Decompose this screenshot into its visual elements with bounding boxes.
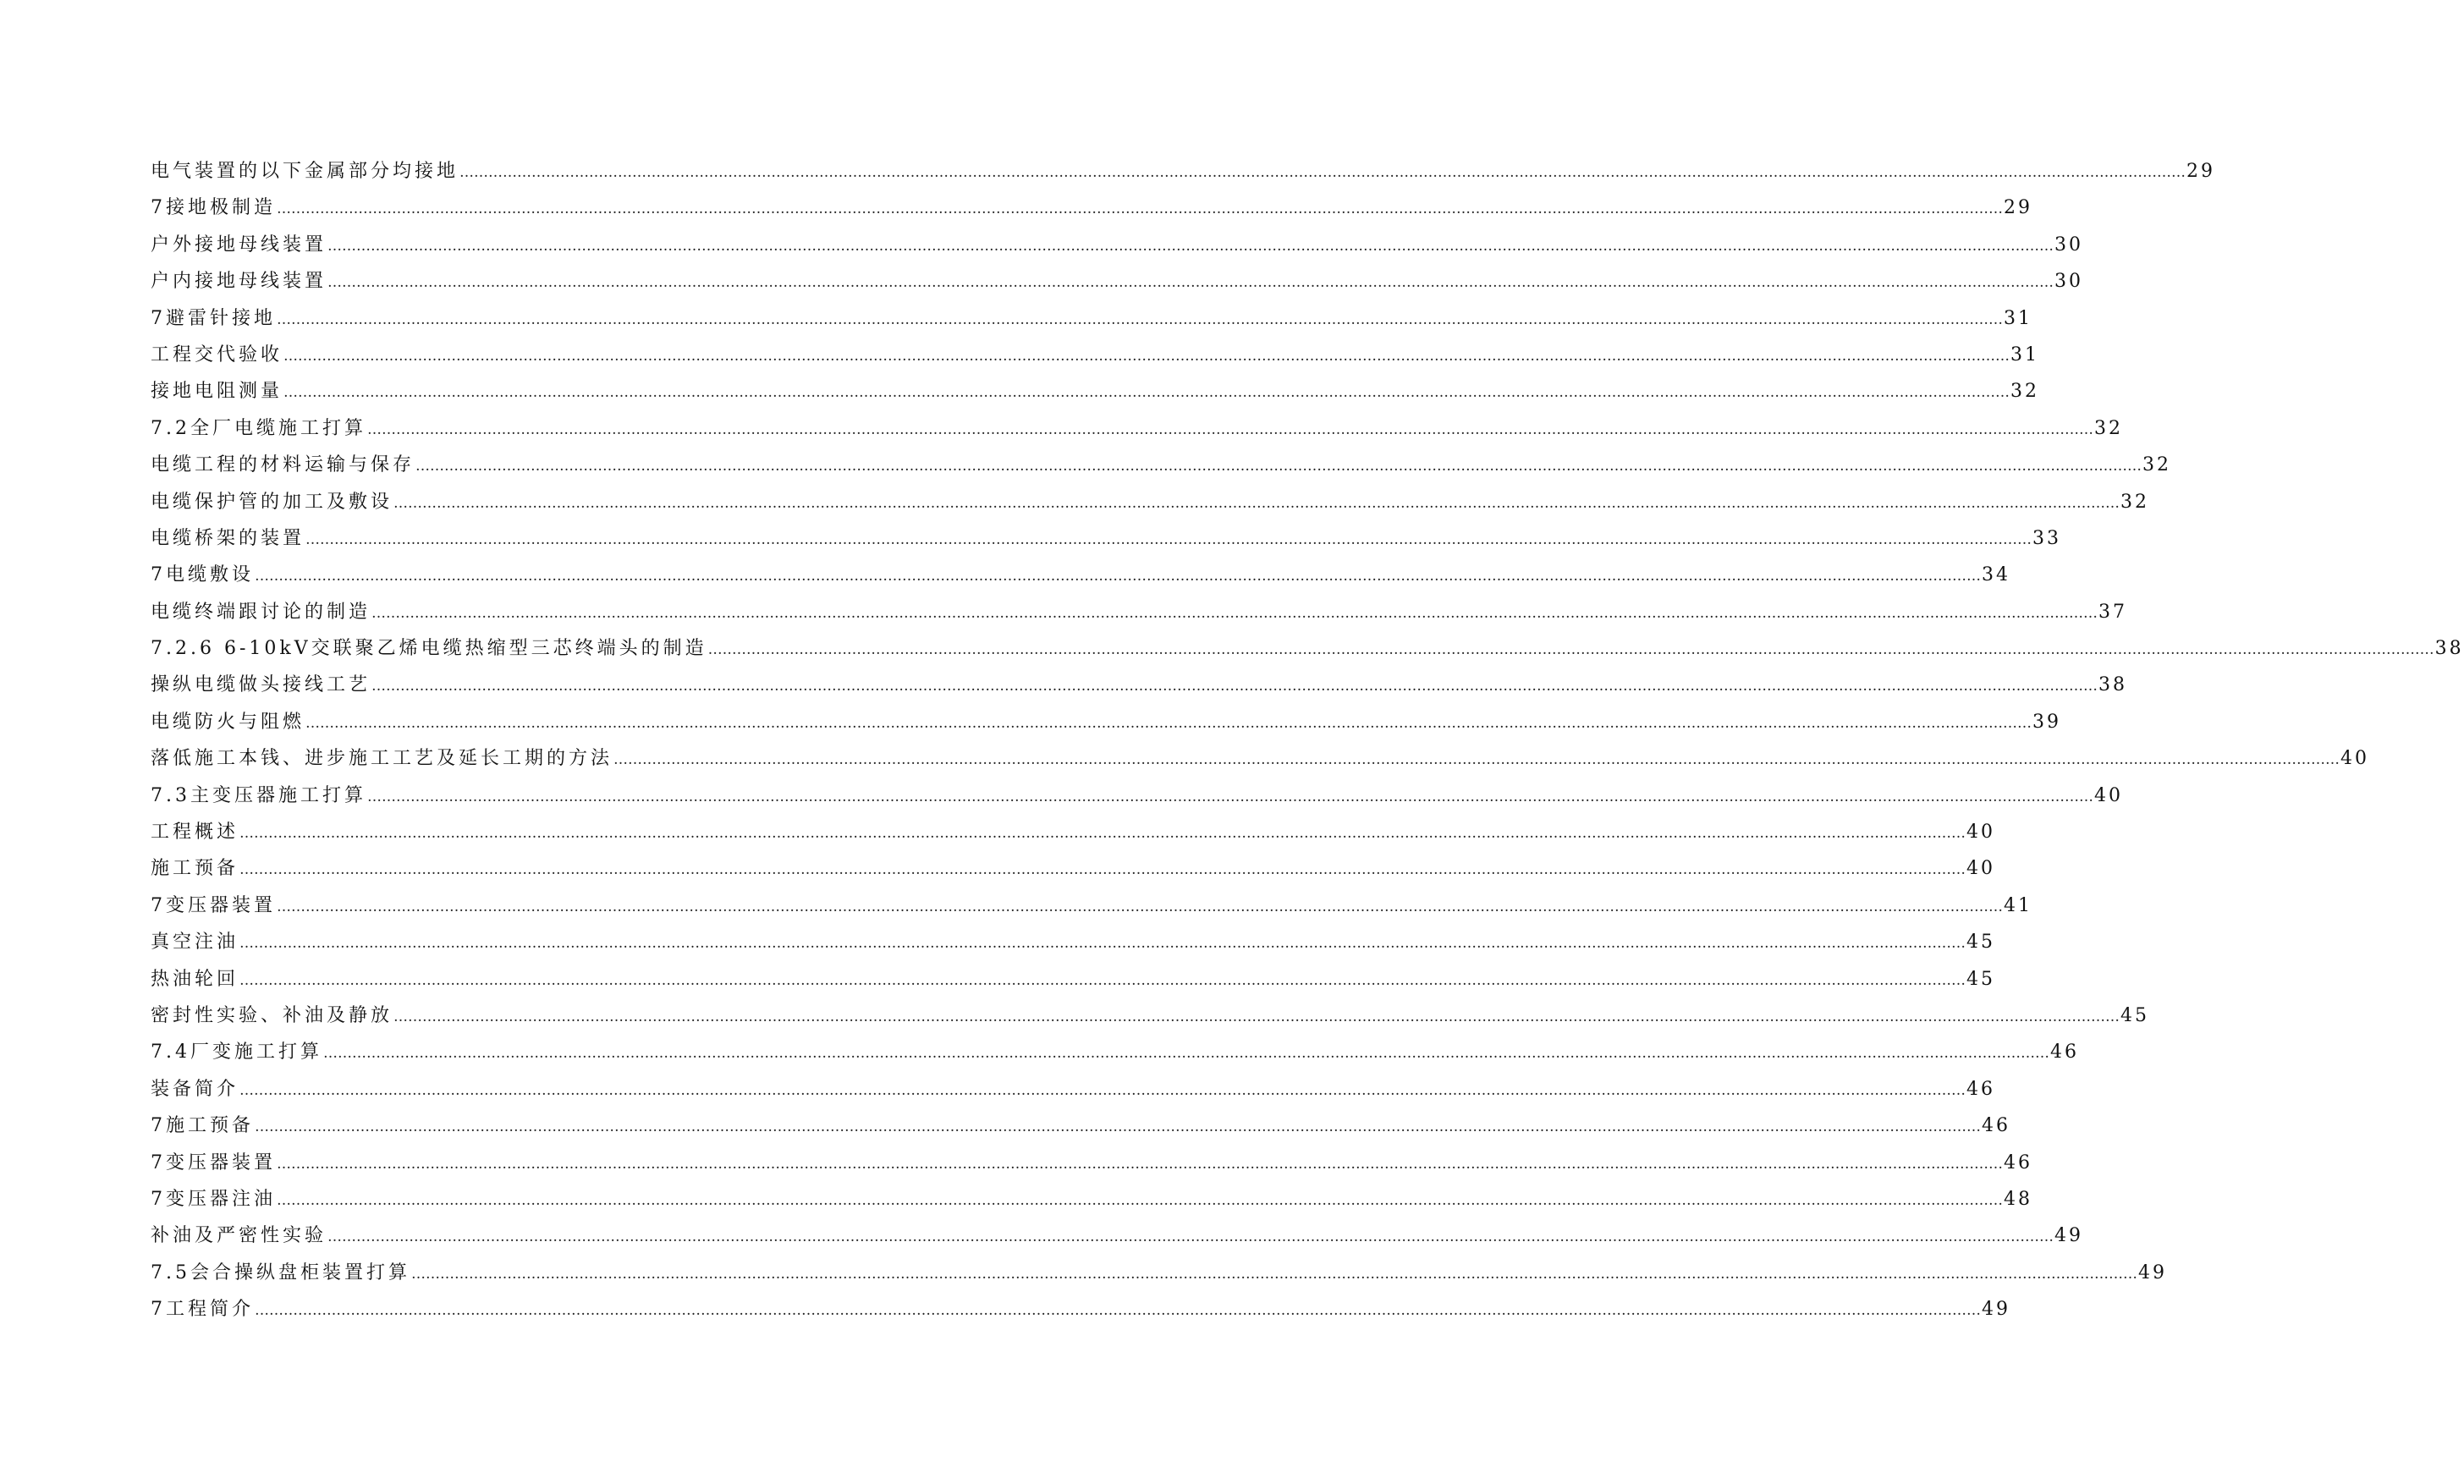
toc-entry-page-number: 45 bbox=[2120, 1004, 2150, 1026]
toc-dot-leader: ……………………………………………………………………………………………………………………………………………………………………………………………………………………………………………………………………………………………………………………………… bbox=[277, 1191, 2003, 1209]
toc-entry-title: 电缆终端跟讨论的制造 bbox=[151, 601, 371, 623]
toc-entry-title: 7变压器装置 bbox=[151, 1151, 276, 1173]
toc-entry-page-number: 34 bbox=[1982, 564, 2010, 586]
toc-entry-page-number: 29 bbox=[2004, 197, 2032, 219]
toc-dot-leader: ……………………………………………………………………………………………………………………………………………………………………………………………………………………………………………………………………………………………………………………………… bbox=[239, 1081, 1966, 1099]
toc-entry-page-number: 39 bbox=[2032, 711, 2062, 733]
toc-dot-leader: ……………………………………………………………………………………………………………………………………………………………………………………………………………………………………………………………………………………………………………………………… bbox=[371, 604, 2098, 622]
toc-entry-title: 电气装置的以下金属部分均接地 bbox=[151, 161, 459, 182]
toc-entry[interactable] bbox=[151, 820, 1996, 856]
toc-entry-title: 电缆保护管的加工及敷设 bbox=[151, 491, 393, 513]
toc-dot-leader: ……………………………………………………………………………………………………………………………………………………………………………………………………………………………………………………………………………………………………………………………… bbox=[239, 861, 1966, 879]
toc-entry-page-number: 49 bbox=[2054, 1225, 2084, 1247]
toc-entry[interactable] bbox=[151, 783, 2123, 820]
toc-entry-page-number: 46 bbox=[1982, 1115, 2010, 1137]
toc-dot-leader: ……………………………………………………………………………………………………………………………………………………………………………………………………………………………………………………………………………………………………………………………… bbox=[305, 530, 2032, 548]
toc-entry[interactable] bbox=[151, 1261, 2167, 1297]
toc-entry[interactable] bbox=[151, 1077, 1996, 1113]
toc-entry[interactable] bbox=[151, 673, 2128, 709]
toc-dot-leader: ……………………………………………………………………………………………………………………………………………………………………………………………………………………………………………………………………………………………………………………………… bbox=[283, 384, 2010, 402]
toc-dot-leader: ……………………………………………………………………………………………………………………………………………………………………………………………………………………………………………………………………………………………………………………………… bbox=[277, 311, 2003, 328]
toc-entry-title: 7电缆敷设 bbox=[151, 564, 254, 586]
toc-entry[interactable] bbox=[151, 967, 1996, 1003]
toc-entry-page-number: 46 bbox=[2004, 1151, 2032, 1173]
toc-entry-page-number: 33 bbox=[2032, 527, 2062, 549]
toc-entry-page-number: 31 bbox=[2010, 344, 2040, 366]
toc-dot-leader: ……………………………………………………………………………………………………………………………………………………………………………………………………………………………………………………………………………………………………………………………… bbox=[277, 201, 2003, 218]
toc-dot-leader: ……………………………………………………………………………………………………………………………………………………………………………………………………………………………………………………………………………………………………………………………… bbox=[305, 714, 2032, 732]
toc-entry-page-number: 38 bbox=[2098, 674, 2128, 696]
toc-dot-leader: ……………………………………………………………………………………………………………………………………………………………………………………………………………………………………………………………………………………………………………………………… bbox=[327, 274, 2054, 292]
toc-entry-page-number: 40 bbox=[2340, 748, 2370, 770]
toc-dot-leader: ……………………………………………………………………………………………………………………………………………………………………………………………………………………………………………………………………………………………………………………………… bbox=[707, 641, 2434, 659]
toc-entry[interactable] bbox=[151, 233, 2084, 269]
toc-entry-title: 7.3主变压器施工打算 bbox=[151, 784, 366, 806]
toc-entry[interactable] bbox=[151, 856, 1996, 893]
toc-entry[interactable] bbox=[151, 1003, 2150, 1040]
toc-entry-title: 热油轮回 bbox=[151, 968, 239, 990]
toc-entry-title: 工程交代验收 bbox=[151, 344, 283, 366]
toc-entry-page-number: 48 bbox=[2004, 1188, 2032, 1210]
toc-entry-title: 工程概述 bbox=[151, 822, 239, 844]
toc-dot-leader: ……………………………………………………………………………………………………………………………………………………………………………………………………………………………………………………………………………………………………………………………… bbox=[239, 935, 1966, 953]
toc-entry-title: 真空注油 bbox=[151, 932, 239, 954]
toc-entry-page-number: 31 bbox=[2004, 307, 2032, 329]
toc-entry-title: 电缆防火与阻燃 bbox=[151, 711, 305, 733]
toc-entry[interactable] bbox=[151, 1151, 2032, 1187]
toc-entry-title: 7.2.6 6-10kV交联聚乙烯电缆热缩型三芯终端头的制造 bbox=[151, 638, 707, 660]
toc-entry-title: 施工预备 bbox=[151, 858, 239, 880]
toc-entry[interactable] bbox=[151, 416, 2123, 453]
toc-entry-page-number: 30 bbox=[2054, 234, 2084, 256]
toc-entry-title: 7工程简介 bbox=[151, 1299, 254, 1321]
toc-entry[interactable] bbox=[151, 1113, 2010, 1150]
toc-dot-leader: ……………………………………………………………………………………………………………………………………………………………………………………………………………………………………………………………………………………………………………………………… bbox=[255, 568, 1981, 585]
toc-entry[interactable] bbox=[151, 636, 2464, 673]
toc-entry-page-number: 40 bbox=[1966, 822, 1996, 844]
toc-entry-title: 7施工预备 bbox=[151, 1115, 254, 1137]
toc-entry-page-number: 49 bbox=[1982, 1299, 2010, 1321]
toc-dot-leader: ……………………………………………………………………………………………………………………………………………………………………………………………………………………………………………………………………………………………………………………………… bbox=[459, 164, 2186, 181]
toc-entry-title: 7避雷针接地 bbox=[151, 307, 276, 329]
toc-dot-leader: ……………………………………………………………………………………………………………………………………………………………………………………………………………………………………………………………………………………………………………………………… bbox=[327, 237, 2054, 255]
toc-entry-title: 户内接地母线装置 bbox=[151, 271, 327, 293]
toc-entry-title: 7变压器装置 bbox=[151, 894, 276, 916]
toc-entry-page-number: 46 bbox=[1966, 1078, 1996, 1100]
toc-dot-leader: ……………………………………………………………………………………………………………………………………………………………………………………………………………………………………………………………………………………………………………………………… bbox=[323, 1045, 2049, 1063]
toc-dot-leader: ……………………………………………………………………………………………………………………………………………………………………………………………………………………………………………………………………………………………………………………………… bbox=[415, 458, 2142, 475]
toc-entry[interactable] bbox=[151, 563, 2010, 599]
toc-entry-title: 落低施工本钱、进步施工工艺及延长工期的方法 bbox=[151, 748, 613, 770]
toc-entry-title: 操纵电缆做头接线工艺 bbox=[151, 674, 371, 696]
toc-dot-leader: ……………………………………………………………………………………………………………………………………………………………………………………………………………………………………………………………………………………………………………………………… bbox=[393, 494, 2120, 512]
toc-entry-page-number: 40 bbox=[1966, 858, 1996, 880]
toc-entry[interactable] bbox=[151, 1223, 2084, 1260]
toc-entry[interactable] bbox=[151, 1297, 2010, 1333]
toc-dot-leader: ……………………………………………………………………………………………………………………………………………………………………………………………………………………………………………………………………………………………………………………………… bbox=[327, 1228, 2054, 1246]
toc-entry-title: 接地电阻测量 bbox=[151, 381, 283, 403]
toc-dot-leader: ……………………………………………………………………………………………………………………………………………………………………………………………………………………………………………………………………………………………………………………………… bbox=[411, 1265, 2137, 1283]
toc-entry[interactable] bbox=[151, 306, 2032, 343]
toc-entry-title: 7变压器注油 bbox=[151, 1188, 276, 1210]
toc-entry[interactable] bbox=[151, 195, 2032, 232]
toc-dot-leader: ……………………………………………………………………………………………………………………………………………………………………………………………………………………………………………………………………………………………………………………………… bbox=[239, 971, 1966, 989]
toc-dot-leader: ……………………………………………………………………………………………………………………………………………………………………………………………………………………………………………………………………………………………………………………………… bbox=[277, 1155, 2003, 1173]
toc-entry-title: 7.2全厂电缆施工打算 bbox=[151, 417, 366, 439]
toc-entry-title: 7接地极制造 bbox=[151, 197, 276, 219]
toc-entry-page-number: 38 bbox=[2434, 638, 2464, 660]
toc-entry-page-number: 37 bbox=[2098, 601, 2128, 623]
toc-entry[interactable] bbox=[151, 710, 2062, 746]
toc-entry-page-number: 32 bbox=[2010, 381, 2040, 403]
table-of-contents bbox=[151, 159, 2464, 1334]
toc-entry[interactable] bbox=[151, 453, 2172, 489]
toc-entry-page-number: 45 bbox=[1966, 932, 1996, 954]
toc-entry-page-number: 32 bbox=[2120, 491, 2150, 513]
toc-dot-leader: ……………………………………………………………………………………………………………………………………………………………………………………………………………………………………………………………………………………………………………………………… bbox=[371, 678, 2098, 695]
toc-entry-page-number: 45 bbox=[1966, 968, 1996, 990]
toc-entry-title: 补油及严密性实验 bbox=[151, 1225, 327, 1247]
toc-entry-page-number: 41 bbox=[2004, 894, 2032, 916]
toc-entry[interactable] bbox=[151, 526, 2062, 563]
toc-entry-title: 7.4厂变施工打算 bbox=[151, 1042, 322, 1064]
toc-dot-leader: ……………………………………………………………………………………………………………………………………………………………………………………………………………………………………………………………………………………………………………………………… bbox=[239, 825, 1966, 843]
toc-entry[interactable] bbox=[151, 746, 2370, 783]
toc-entry[interactable] bbox=[151, 159, 2216, 195]
toc-entry-title: 7.5会合操纵盘柜装置打算 bbox=[151, 1261, 410, 1283]
toc-entry[interactable] bbox=[151, 600, 2128, 636]
toc-dot-leader: ……………………………………………………………………………………………………………………………………………………………………………………………………………………………………………………………………………………………………………………………… bbox=[255, 1118, 1981, 1136]
toc-entry-page-number: 32 bbox=[2142, 454, 2172, 476]
toc-entry-page-number: 46 bbox=[2050, 1042, 2079, 1064]
toc-entry[interactable] bbox=[151, 343, 2040, 379]
toc-entry-title: 电缆工程的材料运输与保存 bbox=[151, 454, 415, 476]
toc-entry[interactable] bbox=[151, 490, 2150, 526]
toc-entry[interactable] bbox=[151, 893, 2032, 930]
toc-entry-title: 电缆桥架的装置 bbox=[151, 527, 305, 549]
toc-dot-leader: ……………………………………………………………………………………………………………………………………………………………………………………………………………………………………………………………………………………………………………………………… bbox=[283, 347, 2010, 365]
toc-entry-page-number: 49 bbox=[2138, 1261, 2167, 1283]
toc-entry[interactable] bbox=[151, 1040, 2079, 1076]
toc-entry[interactable] bbox=[151, 930, 1996, 966]
toc-dot-leader: ……………………………………………………………………………………………………………………………………………………………………………………………………………………………………………………………………………………………………………………………… bbox=[255, 1302, 1981, 1320]
toc-dot-leader: ……………………………………………………………………………………………………………………………………………………………………………………………………………………………………………………………………………………………………………………………… bbox=[277, 898, 2003, 915]
toc-entry-page-number: 30 bbox=[2054, 271, 2084, 293]
toc-entry-page-number: 29 bbox=[2186, 161, 2216, 182]
toc-entry[interactable] bbox=[151, 379, 2040, 415]
toc-entry-page-number: 40 bbox=[2094, 784, 2123, 806]
toc-dot-leader: ……………………………………………………………………………………………………………………………………………………………………………………………………………………………………………………………………………………………………………………………… bbox=[367, 788, 2093, 805]
toc-dot-leader: ……………………………………………………………………………………………………………………………………………………………………………………………………………………………………………………………………………………………………………………………… bbox=[613, 751, 2340, 769]
toc-entry-page-number: 32 bbox=[2094, 417, 2123, 439]
toc-entry-title: 户外接地母线装置 bbox=[151, 234, 327, 256]
toc-dot-leader: ……………………………………………………………………………………………………………………………………………………………………………………………………………………………………………………………………………………………………………………………… bbox=[367, 420, 2093, 438]
toc-entry-title: 装备简介 bbox=[151, 1078, 239, 1100]
toc-dot-leader: ……………………………………………………………………………………………………………………………………………………………………………………………………………………………………………………………………………………………………………………………… bbox=[393, 1008, 2120, 1025]
toc-entry-title: 密封性实验、补油及静放 bbox=[151, 1004, 393, 1026]
toc-entry[interactable] bbox=[151, 1187, 2032, 1223]
toc-entry[interactable] bbox=[151, 269, 2084, 305]
